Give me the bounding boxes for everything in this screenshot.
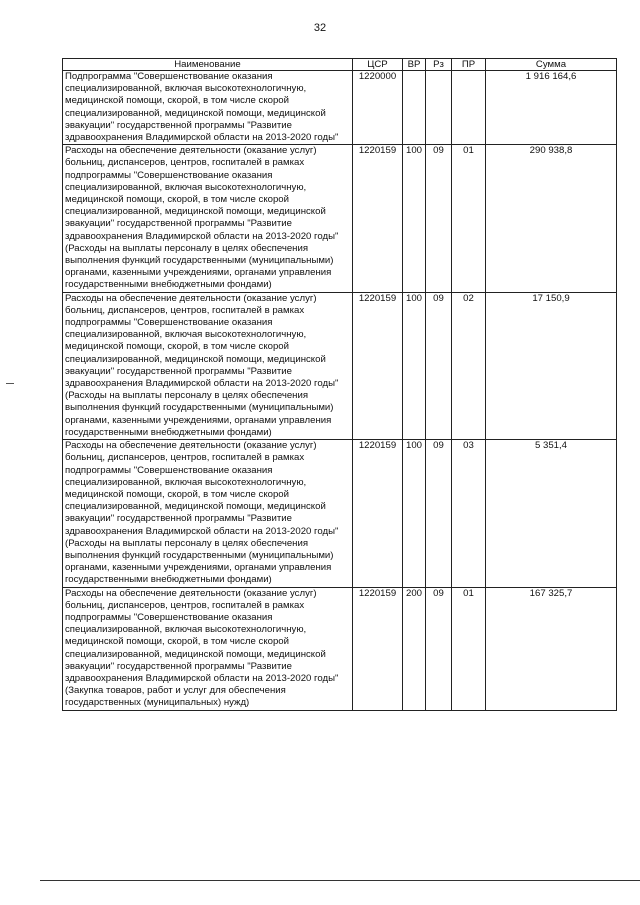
cell-sum: 17 150,9 <box>486 292 617 439</box>
bottom-rule <box>40 880 640 881</box>
cell-rz: 09 <box>426 587 452 710</box>
cell-sum: 290 938,8 <box>486 145 617 292</box>
table-row <box>63 145 617 292</box>
table-row <box>63 440 617 587</box>
table-row <box>63 71 617 145</box>
cell-pr: 01 <box>452 145 486 292</box>
cell-csr: 1220159 <box>353 440 403 587</box>
cell-name: Расходы на обеспечение деятельности (оказание услуг) больниц, диспансеров, центров, госпиталей в рамках подпрограммы "Совершенствование оказания специализированной, включая высокотехнологичную, медицинской помощи, скорой, в том числе скорой специализированной, медицинской помощи, медицинской эвакуации" государственной программы "Развитие здравоохранения Владимирской области на 2013-2020 годы" (Расходы на выплаты персоналу в целях обеспечения выполнения функций государственными (муниципальными) органами, казенными учреждениями, органами управления государственными внебюджетными фондами) <box>63 292 353 439</box>
header-pr: ПР <box>452 59 486 71</box>
table-row <box>63 587 617 710</box>
cell-csr: 1220000 <box>353 71 403 145</box>
page-number: 32 <box>313 22 327 34</box>
table-header-row <box>63 59 617 71</box>
cell-vr <box>403 71 426 145</box>
header-sum: Сумма <box>486 59 617 71</box>
cell-name: Расходы на обеспечение деятельности (оказание услуг) больниц, диспансеров, центров, госпиталей в рамках подпрограммы "Совершенствование оказания специализированной, включая высокотехнологичную, медицинской помощи, скорой, в том числе скорой специализированной, медицинской помощи, медицинской эвакуации" государственной программы "Развитие здравоохранения Владимирской области на 2013-2020 годы" (Закупка товаров, работ и услуг для обеспечения государственных (муниципальных) нужд) <box>63 587 353 710</box>
cell-sum: 1 916 164,6 <box>486 71 617 145</box>
cell-name: Расходы на обеспечение деятельности (оказание услуг) больниц, диспансеров, центров, госпиталей в рамках подпрограммы "Совершенствование оказания специализированной, включая высокотехнологичную, медицинской помощи, скорой, в том числе скорой специализированной, медицинской помощи, медицинской эвакуации" государственной программы "Развитие здравоохранения Владимирской области на 2013-2020 годы" (Расходы на выплаты персоналу в целях обеспечения выполнения функций государственными (муниципальными) органами, казенными учреждениями, органами управления государственными внебюджетными фондами) <box>63 145 353 292</box>
cell-rz: 09 <box>426 440 452 587</box>
header-vr: ВР <box>403 59 426 71</box>
header-name: Наименование <box>63 59 353 71</box>
cell-name: Расходы на обеспечение деятельности (оказание услуг) больниц, диспансеров, центров, госпиталей в рамках подпрограммы "Совершенствование оказания специализированной, включая высокотехнологичную, медицинской помощи, скорой, в том числе скорой специализированной, медицинской помощи, медицинской эвакуации" государственной программы "Развитие здравоохранения Владимирской области на 2013-2020 годы" (Расходы на выплаты персоналу в целях обеспечения выполнения функций государственными (муниципальными) органами, казенными учреждениями, органами управления государственными внебюджетными фондами) <box>63 440 353 587</box>
cell-vr: 100 <box>403 440 426 587</box>
cell-vr: 100 <box>403 292 426 439</box>
header-rz: Рз <box>426 59 452 71</box>
cell-sum: 5 351,4 <box>486 440 617 587</box>
header-csr: ЦСР <box>353 59 403 71</box>
cell-csr: 1220159 <box>353 145 403 292</box>
cell-rz: 09 <box>426 145 452 292</box>
cell-pr <box>452 71 486 145</box>
cell-rz <box>426 71 452 145</box>
table-row <box>63 292 617 439</box>
cell-rz: 09 <box>426 292 452 439</box>
cell-name: Подпрограмма "Совершенствование оказания специализированной, включая высокотехнологичную, медицинской помощи, скорой, в том числе скорой специализированной, медицинской помощи, медицинской эвакуации" государственной программы "Развитие здравоохранения Владимирской области на 2013-2020 годы" <box>63 71 353 145</box>
cell-pr: 03 <box>452 440 486 587</box>
cell-csr: 1220159 <box>353 292 403 439</box>
cell-sum: 167 325,7 <box>486 587 617 710</box>
cell-vr: 200 <box>403 587 426 710</box>
budget-table <box>62 58 617 711</box>
cell-pr: 02 <box>452 292 486 439</box>
cell-vr: 100 <box>403 145 426 292</box>
cell-csr: 1220159 <box>353 587 403 710</box>
scan-mark <box>6 383 14 384</box>
cell-pr: 01 <box>452 587 486 710</box>
